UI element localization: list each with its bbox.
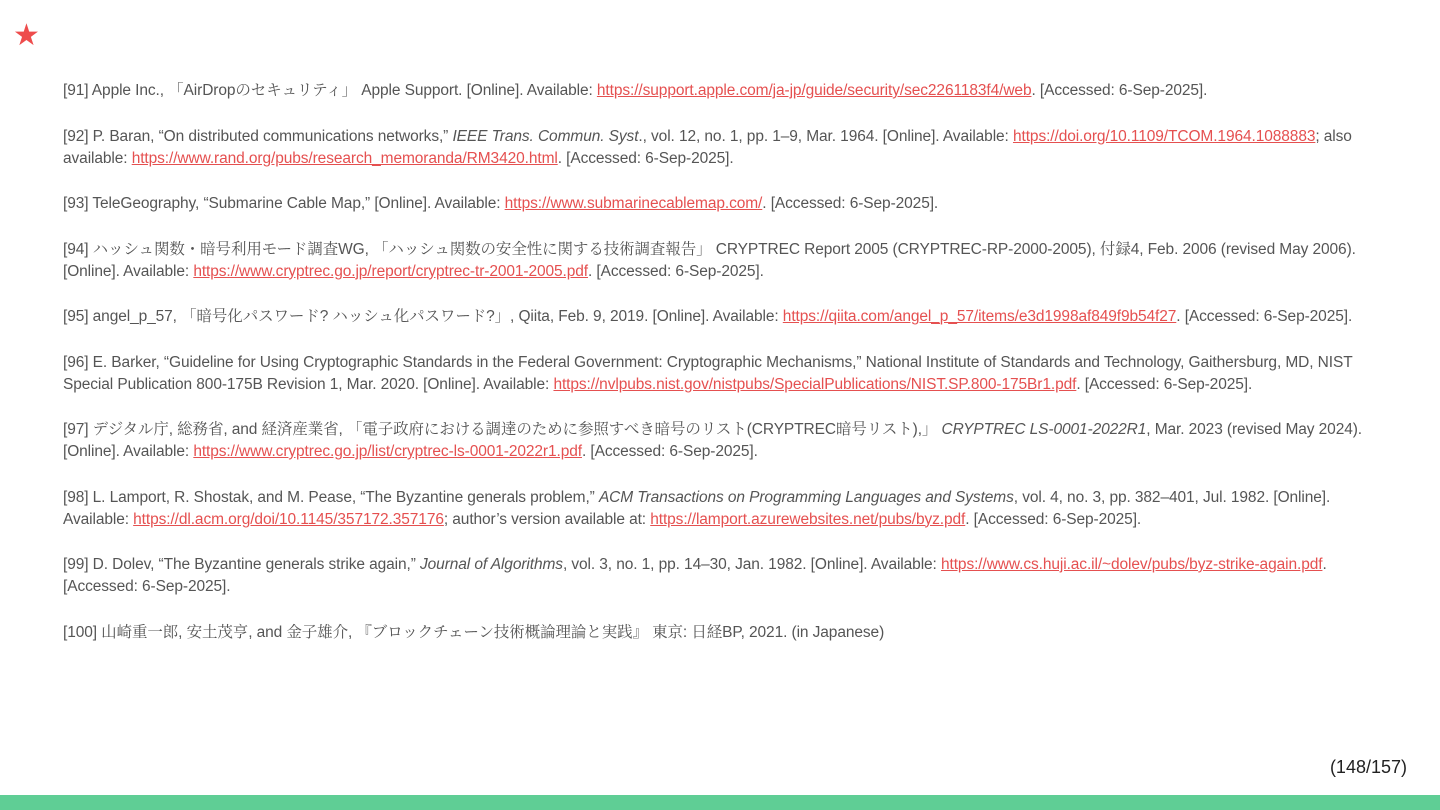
reference-92 [63,126,1375,170]
reference-text: . [Accessed: 6-Sep-2025]. [581,443,758,460]
reference-journal: ACM Transactions on Programming Languages and Systems [598,488,1014,506]
reference-text: , Mar. 2023 (revised May 2024). [Online]. Available: [63,421,1363,460]
reference-94 [63,239,1375,283]
reference-text: [94] ハッシュ関数・暗号利用モード調査WG, 「ハッシュ関数の安全性に関する技術調査報告」 CRYPTREC Report 2005 (CRYPTREC-RP-2000-2005), 付録4, Feb. 2006 (revised May 2006). [Online]. Available: [63,240,1356,280]
reference-97 [63,419,1375,463]
reference-journal: CRYPTREC LS-0001-2022R1 [941,421,1147,438]
reference-journal: Journal of Algorithms [420,556,563,573]
reference-text: [97] デジタル庁, 総務省, and 経済産業省, 「電子政府における調達のために参照すべき暗号のリスト(CRYPTREC暗号リスト),」 [63,421,942,438]
star-icon: ★ [13,18,40,53]
reference-91 [63,80,1375,102]
reference-journal: IEEE Trans. Commun. Syst [452,127,639,145]
reference-text: ., vol. 12, no. 1, pp. 1–9, Mar. 1964. [Online]. Available: [638,127,1013,145]
page-number: (148/157) [1329,757,1407,777]
reference-link[interactable]: https://dl.acm.org/doi/10.1145/357172.357176 [133,510,444,528]
reference-text: . [Accessed: 6-Sep-2025]. [1176,308,1353,325]
reference-98 [63,487,1375,531]
reference-link[interactable]: https://qiita.com/angel_p_57/items/e3d1998af849f9b54f27 [782,308,1177,325]
reference-text: . [Accessed: 6-Sep-2025]. [1076,375,1253,393]
reference-text: . [Accessed: 6-Sep-2025]. [557,149,734,167]
reference-text: [93] TeleGeography, “Submarine Cable Map,” [Online]. Available: [63,195,505,212]
reference-text: . [Accessed: 6-Sep-2025]. [1031,82,1208,99]
reference-text: ; author’s version available at: [443,510,651,528]
reference-text: , vol. 3, no. 1, pp. 14–30, Jan. 1982. [Online]. Available: [562,556,941,573]
reference-text: [95] angel_p_57, 「暗号化パスワード? ハッシュ化パスワード?」, Qiita, Feb. 9, 2019. [Online]. Available: [63,308,783,325]
reference-text: [96] E. Barker, “Guideline for Using Cryptographic Standards in the Federal Government: Cryptographic Mechanisms,” National Institute of Standards and Technology, Gaithersburg, MD, NIST Special Publication 800-175B Revision 1, Mar. 2020. [Online]. Available: [63,353,1353,393]
reference-95 [63,306,1375,328]
reference-96 [63,352,1375,396]
reference-text: . [Accessed: 6-Sep-2025]. [63,556,1327,595]
reference-link[interactable]: https://www.submarinecablemap.com/ [504,195,763,212]
reference-text: , vol. 4, no. 3, pp. 382–401, Jul. 1982. [Online]. Available: [63,488,1331,528]
reference-link[interactable]: https://doi.org/10.1109/TCOM.1964.1088883 [1012,127,1316,145]
footer-bar [0,795,1440,810]
reference-link[interactable]: https://lamport.azurewebsites.net/pubs/byz.pdf [650,510,966,528]
reference-link[interactable]: https://support.apple.com/ja-jp/guide/security/sec2261183f4/web [596,82,1032,99]
reference-text: [99] D. Dolev, “The Byzantine generals strike again,” [63,556,421,573]
reference-text: [91] Apple Inc., 「AirDropのセキュリティ」 Apple Support. [Online]. Available: [63,82,597,99]
reference-text: [92] P. Baran, “On distributed communications networks,” [63,127,453,145]
reference-text: [100] 山崎重一郎, 安土茂亨, and 金子雄介, 『ブロックチェーン技術概論理論と実践』 東京: 日経BP, 2021. (in Japanese) [63,623,885,641]
reference-link[interactable]: https://nvlpubs.nist.gov/nistpubs/SpecialPublications/NIST.SP.800-175Br1.pdf [553,375,1077,393]
reference-link[interactable]: https://www.cryptrec.go.jp/report/cryptrec-tr-2001-2005.pdf [193,262,588,280]
reference-link[interactable]: https://www.cryptrec.go.jp/list/cryptrec-ls-0001-2022r1.pdf [193,443,582,460]
reference-text: . [Accessed: 6-Sep-2025]. [588,262,764,280]
reference-100 [63,622,1375,644]
reference-99 [63,554,1375,598]
reference-text: ; also available: [63,127,1352,167]
reference-text: . [Accessed: 6-Sep-2025]. [965,510,1142,528]
reference-list [63,80,1375,667]
reference-text: [98] L. Lamport, R. Shostak, and M. Pease, “The Byzantine generals problem,” [63,488,599,506]
reference-link[interactable]: https://www.cs.huji.ac.il/~dolev/pubs/byz-strike-again.pdf [940,556,1323,573]
reference-93 [63,193,1375,215]
reference-link[interactable]: https://www.rand.org/pubs/research_memoranda/RM3420.html [131,149,558,167]
reference-text: . [Accessed: 6-Sep-2025]. [762,195,939,212]
